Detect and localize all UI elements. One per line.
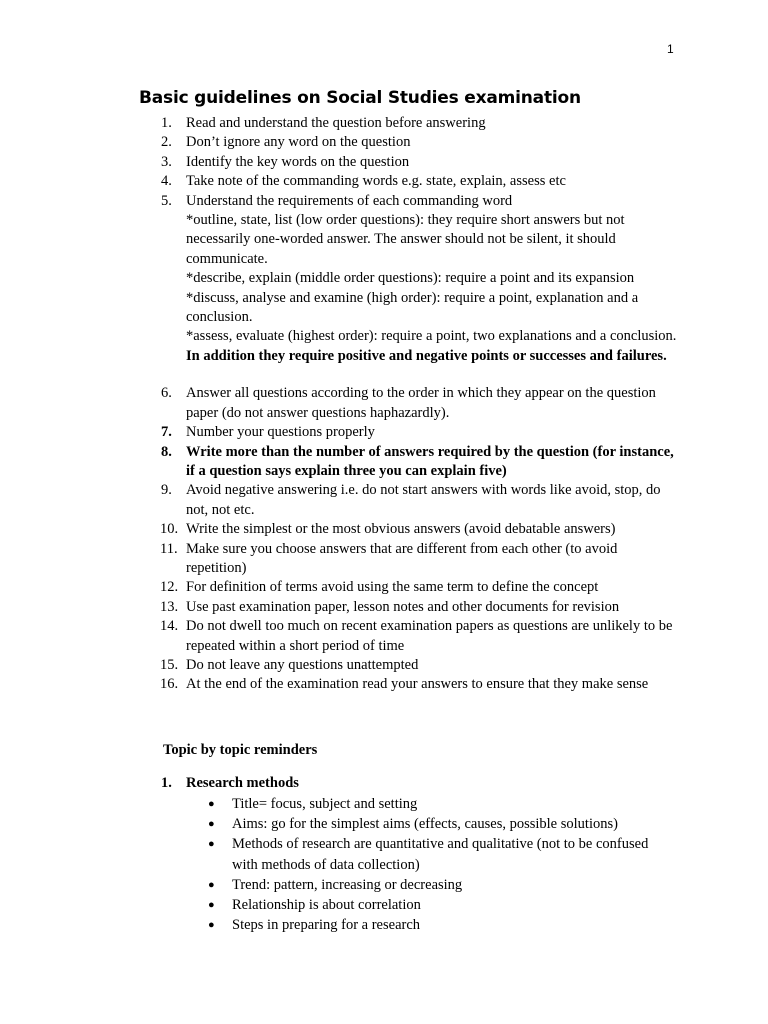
item-number: 16. [160,676,179,693]
item-text: Avoid negative answering i.e. do not start answers with words like avoid, stop, do not, not etc. [186,482,661,518]
bullet-icon: ● [208,838,215,851]
bullet-text: Steps in preparing for a research [232,917,421,934]
bullet-item [208,814,658,834]
item-number: 3. [161,153,172,170]
bullet-text: Title= focus, subject and setting [232,796,418,812]
guidelines-list [139,114,679,695]
commanding-word-note: *discuss, analyse and examine (high order): require a point, explanation and a conclusion. [186,289,639,326]
item-number: 13. [160,598,179,615]
commanding-word-note: *outline, state, list (low order questions): they require short answers but not necessarily one-worded answer. The answer should not be silent, it should communicate. [186,212,625,267]
list-item [139,520,679,539]
section-heading: Topic by topic reminders [163,742,318,758]
item-number: 8. [161,443,172,460]
list-item [139,675,679,694]
item-number: 4. [161,173,172,190]
item-number: 5. [161,192,172,209]
bullet-text: Aims: go for the simplest aims (effects, causes, possible solutions) [232,816,618,833]
bullet-icon: ● [208,818,215,831]
item-text: Do not dwell too much on recent examination papers as questions are unlikely to be repeated within a short period of time [186,618,673,654]
item-text: Identify the key words on the question [186,153,410,170]
topic-item [139,774,726,793]
spacer [139,366,679,384]
topic-bullet-list [208,794,658,935]
bullet-icon: ● [208,919,215,932]
list-item [139,443,679,482]
bullet-icon: ● [208,798,215,810]
list-item [139,114,679,133]
list-item [139,153,679,172]
item-number: 12. [160,579,179,596]
item-text: Write the simplest or the most obvious answers (avoid debatable answers) [186,521,616,538]
item-number: 10. [160,521,179,538]
document-title: Basic guidelines on Social Studies examination [139,88,581,108]
item-number: 14. [160,618,179,635]
item-text: Use past examination paper, lesson notes and other documents for revision [186,598,620,615]
item-number: 15. [160,656,179,673]
bullet-item [208,834,658,874]
item-text: Answer all questions according to the order in which they appear on the question paper (do not answer questions haphazardly). [186,385,656,421]
list-item [139,172,679,191]
item-text: At the end of the examination read your answers to ensure that they make sense [186,676,649,693]
bullet-item [208,794,658,814]
bullet-icon: ● [208,878,215,891]
item-text: For definition of terms avoid using the same term to define the concept [186,579,599,596]
bullet-text: Methods of research are quantitative and qualitative (not to be confused with methods of data collection) [232,836,649,873]
list-item [139,423,679,442]
bullet-item [208,915,658,935]
bullet-text: Trend: pattern, increasing or decreasing [232,876,463,893]
item-text: Understand the requirements of each commanding word [186,192,513,209]
list-item [139,384,679,423]
item-number: 2. [161,134,172,151]
list-item [139,133,679,152]
item-text: Don’t ignore any word on the question [186,134,411,151]
list-item [139,578,679,597]
list-item [139,617,679,656]
topic-number: 1. [161,775,172,791]
item-text: Number your questions properly [186,424,375,441]
list-item [139,481,679,520]
list-item [139,192,679,367]
item-number: 11. [160,540,178,557]
item-number: 6. [161,385,172,402]
bullet-text: Relationship is about correlation [232,897,421,914]
commanding-word-note-text: *assess, evaluate (highest order): require a point, two explanations and a conclusion. [186,328,677,345]
item-number: 1. [161,115,172,131]
item-number: 9. [161,482,172,499]
list-item [139,540,679,579]
bullet-item [208,895,658,915]
bullet-icon: ● [208,899,215,912]
list-item [139,656,679,675]
item-text: Make sure you choose answers that are different from each other (to avoid repetition) [186,540,618,576]
item-text: Take note of the commanding words e.g. state, explain, assess etc [186,173,566,190]
item-number: 7. [161,424,172,441]
list-item [139,598,679,617]
topic-title: Research methods [186,775,299,791]
commanding-word-note: *describe, explain (middle order questions): require a point and its expansion [186,270,635,287]
commanding-word-note [186,327,679,366]
item-text: Read and understand the question before answering [186,115,486,131]
page-number: 1 [667,42,674,56]
bullet-item [208,875,658,895]
commanding-word-note-emphasis: In addition they require positive and negative points or successes and failures. [186,347,667,364]
item-text: Write more than the number of answers required by the question (for instance, if a question says explain three you can explain five) [186,443,674,479]
item-text: Do not leave any questions unattempted [186,656,419,673]
